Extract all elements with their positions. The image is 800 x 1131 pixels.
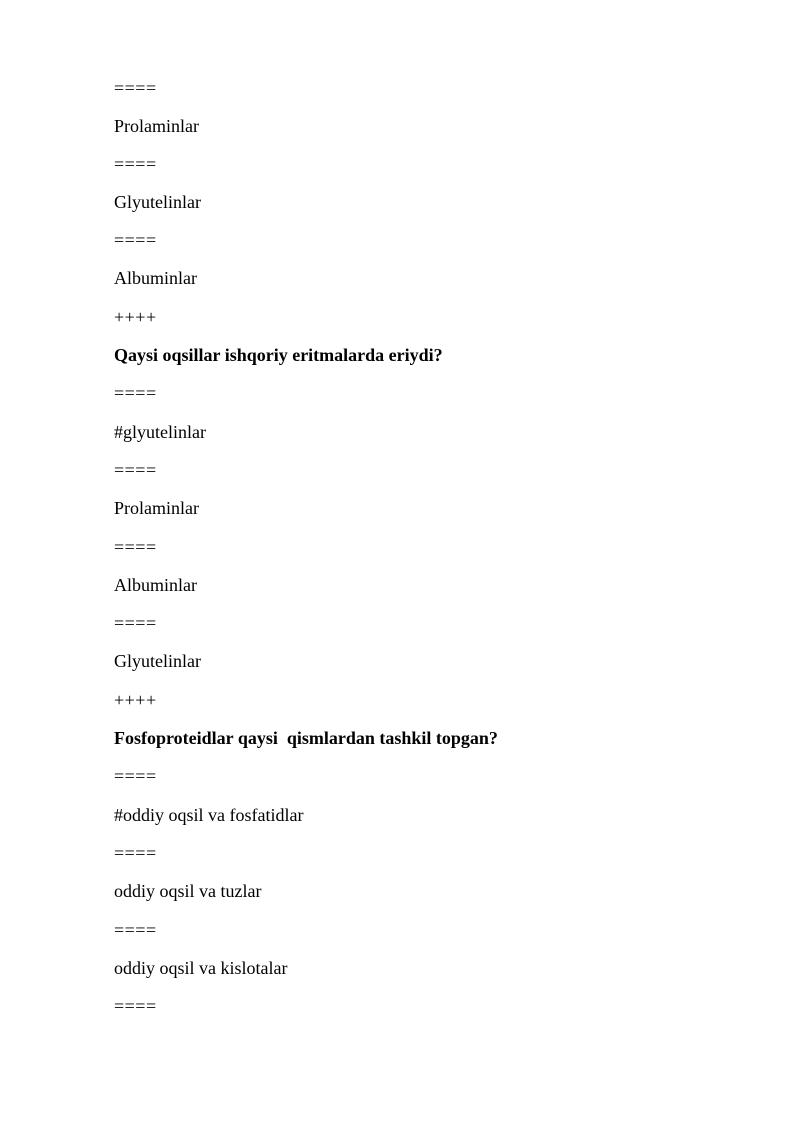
- question-text: Fosfoproteidlar qaysi qismlardan tashkil topgan?: [114, 728, 498, 748]
- separator-line: ====: [114, 230, 157, 250]
- answer-option: #glyutelinlar: [114, 422, 206, 442]
- answer-option: Glyutelinlar: [114, 192, 201, 212]
- separator-line: ====: [114, 154, 157, 174]
- separator-line: ====: [114, 78, 157, 98]
- separator-line: ====: [114, 383, 157, 403]
- answer-option: Albuminlar: [114, 268, 197, 288]
- answer-option: Prolaminlar: [114, 498, 199, 518]
- separator-line: ====: [114, 537, 157, 557]
- separator-line: ====: [114, 843, 157, 863]
- answer-option: oddiy oqsil va tuzlar: [114, 881, 262, 901]
- answer-option: Albuminlar: [114, 575, 197, 595]
- separator-line: ====: [114, 920, 157, 940]
- separator-line: ====: [114, 613, 157, 633]
- answer-option: Glyutelinlar: [114, 651, 201, 671]
- question-text: Qaysi oqsillar ishqoriy eritmalarda eriydi?: [114, 345, 443, 365]
- answer-option: Prolaminlar: [114, 116, 199, 136]
- separator-line: ====: [114, 996, 157, 1016]
- separator-line: ++++: [114, 307, 157, 327]
- separator-line: ++++: [114, 690, 157, 710]
- separator-line: ====: [114, 460, 157, 480]
- separator-line: ====: [114, 766, 157, 786]
- answer-option: oddiy oqsil va kislotalar: [114, 958, 288, 978]
- answer-option: #oddiy oqsil va fosfatidlar: [114, 805, 304, 825]
